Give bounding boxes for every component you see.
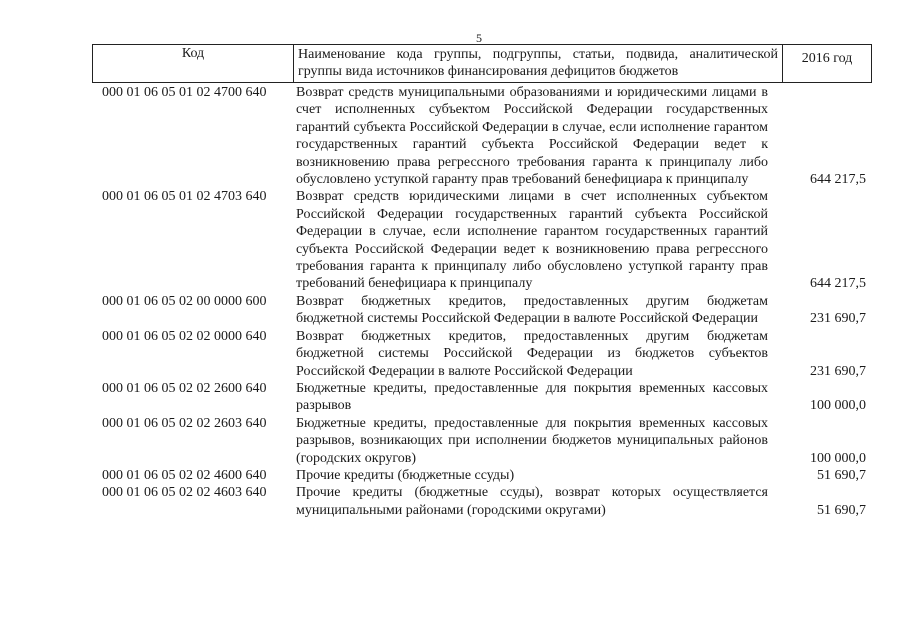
- page-number: 5: [476, 31, 482, 45]
- table-row: [92, 188, 872, 292]
- table-row: [92, 293, 872, 328]
- row-name: Возврат средств юридическими лицами в счет исполненных субъектом Российской Федерации государственных гарантий субъекта Российской Федерации в случае, если исполнение гарантом государственных гарантий субъекта Российской Федерации ведет к возникновению права регрессного требования гаранта к принципалу либо обусловлено уступкой гаранту прав требований бенефициара к принципалу: [296, 189, 768, 292]
- row-code: 000 01 06 05 02 02 0000 640: [102, 328, 267, 344]
- table-row: [92, 328, 872, 380]
- row-name: Возврат бюджетных кредитов, предоставленных другим бюджетам бюджетной системы Российской Федерации из бюджетов субъектов Российской Федерации в валюте Российской Федерации: [296, 328, 768, 379]
- row-value: 231 690,7: [810, 363, 866, 379]
- row-name: Возврат бюджетных кредитов, предоставленных другим бюджетам бюджетной системы Российской Федерации в валюте Российской Федерации: [296, 293, 768, 327]
- table-row: [92, 380, 872, 415]
- table-row: [92, 84, 872, 188]
- row-value: 644 217,5: [810, 276, 866, 292]
- header-code: Код: [93, 45, 294, 82]
- row-name: Возврат средств муниципальными образованиями и юридическими лицами в счет исполненных субъектом Российской Федерации государственных гарантий субъекта Российской Федерации в случае, если исполнение гарантом государственных гарантий субъекта Российской Федерации ведет к возникновению права регрессного требования гаранта к принципалу либо обусловлено уступкой гаранту прав требований бенефициара к принципалу: [296, 85, 768, 188]
- row-value: 644 217,5: [810, 172, 866, 188]
- row-value: 51 690,7: [817, 467, 866, 483]
- table-row: [92, 415, 872, 467]
- row-value: 231 690,7: [810, 311, 866, 327]
- row-code: 000 01 06 05 02 00 0000 600: [102, 293, 267, 309]
- row-value: 100 000,0: [810, 398, 866, 414]
- row-code: 000 01 06 05 02 02 4603 640: [102, 485, 267, 501]
- row-name: Прочие кредиты (бюджетные ссуды): [296, 467, 515, 483]
- row-code: 000 01 06 05 02 02 2603 640: [102, 415, 267, 431]
- header-year: 2016 год: [801, 51, 853, 66]
- row-value: 51 690,7: [817, 502, 866, 518]
- row-code: 000 01 06 05 01 02 4700 640: [102, 85, 267, 100]
- row-name: Прочие кредиты (бюджетные ссуды), возврат которых осуществляется муниципальными районами (городскими округами): [296, 485, 768, 518]
- row-value: 100 000,0: [810, 450, 866, 466]
- row-name: Бюджетные кредиты, предоставленные для покрытия временных кассовых разрывов: [296, 380, 768, 414]
- table-row: [92, 467, 872, 484]
- row-code: 000 01 06 05 02 02 2600 640: [102, 380, 267, 396]
- table-header: [92, 44, 872, 83]
- table-row: [92, 484, 872, 519]
- row-code: 000 01 06 05 02 02 4600 640: [102, 467, 267, 483]
- header-name: Наименование кода группы, подгруппы, статьи, подвида, аналитической группы вида источников финансирования дефицитов бюджетов: [294, 45, 783, 82]
- table-body: [92, 84, 872, 519]
- row-name: Бюджетные кредиты, предоставленные для покрытия временных кассовых разрывов, возникающих при исполнении бюджетов муниципальных районов (городских округов): [296, 415, 768, 466]
- row-code: 000 01 06 05 01 02 4703 640: [102, 189, 267, 205]
